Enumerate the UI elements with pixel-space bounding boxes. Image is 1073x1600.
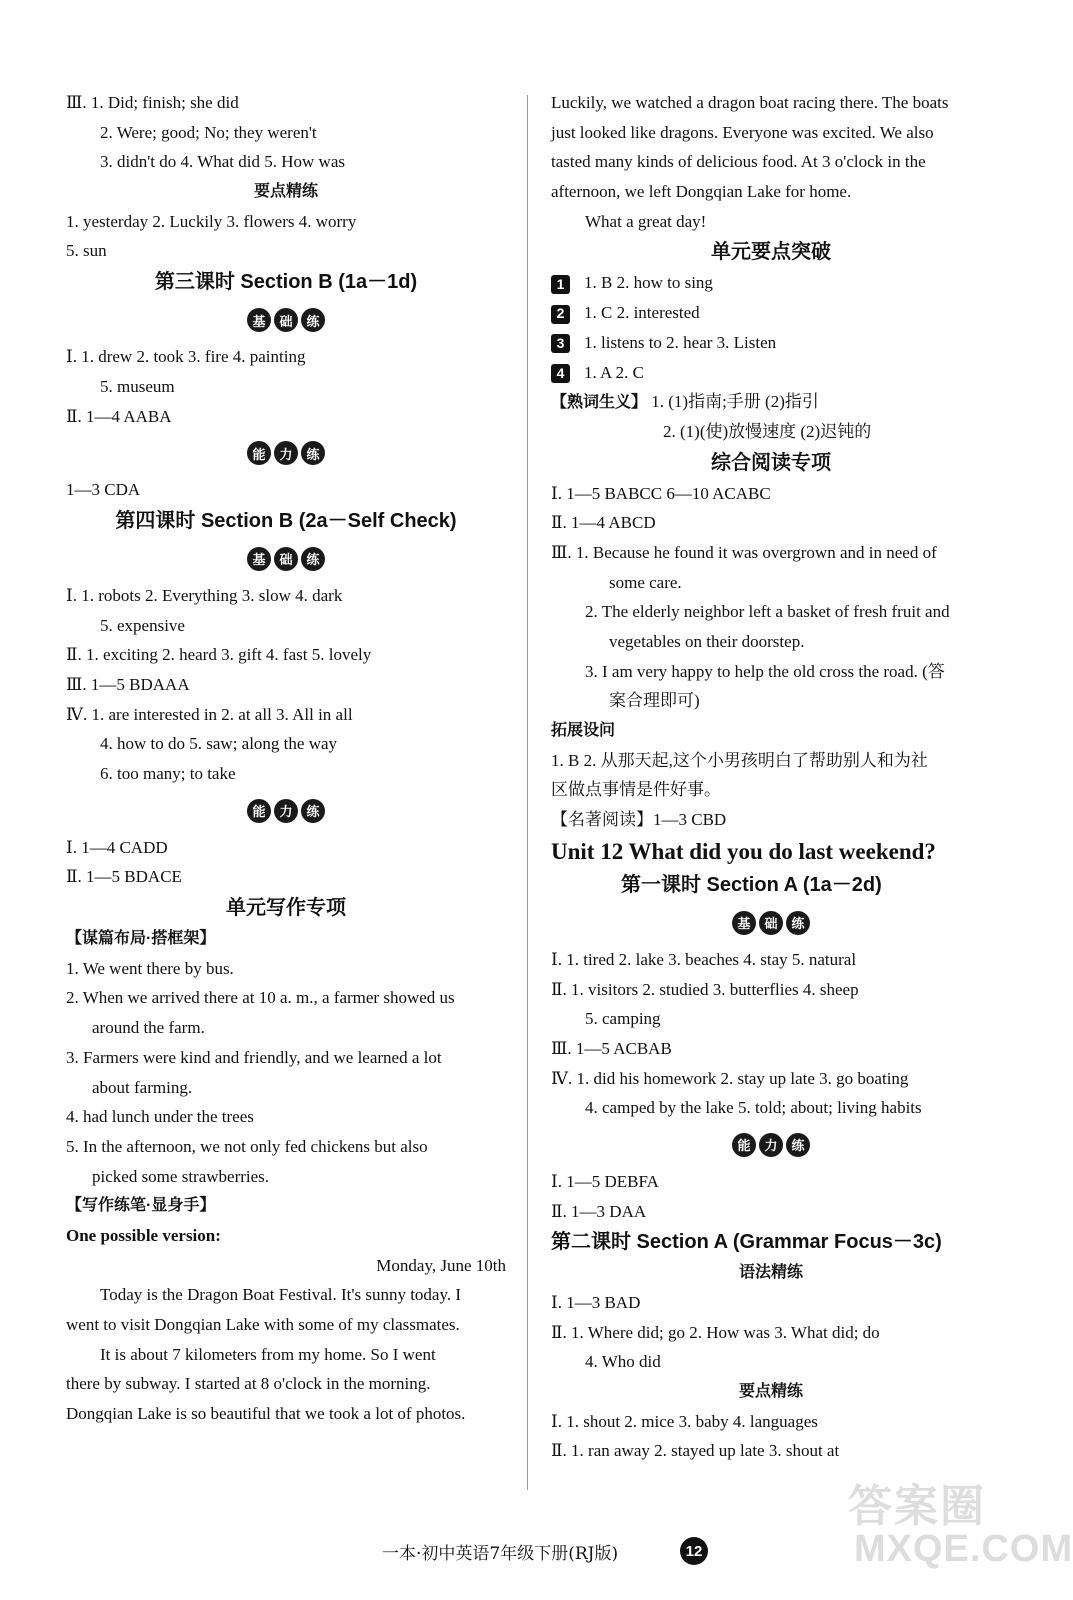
answer-line: Ⅱ. 1. exciting 2. heard 3. gift 4. fast 5. lovely — [66, 645, 372, 665]
point-number: 1 — [551, 275, 570, 294]
essay-line: went to visit Dongqian Lake with some of my classmates. — [66, 1315, 460, 1334]
left-column — [66, 88, 506, 1429]
essay-line: What a great day! — [585, 211, 707, 231]
block-label: 拓展设问 — [551, 722, 616, 740]
answer-line: Ⅰ. 1—4 CADD — [66, 837, 168, 857]
letter-date: Monday, June 10th — [376, 1255, 506, 1275]
answer-line: 4. Who did — [585, 1352, 661, 1372]
basic-practice-badge — [66, 537, 506, 581]
badge-char: 练 — [301, 799, 325, 823]
watermark — [840, 1470, 1073, 1580]
answer-line: Ⅳ. 1. did his homework 2. stay up late 3. go boating — [551, 1068, 909, 1088]
badge-char: 础 — [274, 547, 298, 571]
answer-line: Ⅰ. 1. robots 2. Everything 3. slow 4. dark — [66, 585, 343, 605]
badge-char: 能 — [247, 441, 271, 465]
point-number: 3 — [551, 334, 570, 353]
lesson-heading: 第三课时 Section B (1a－1d) — [154, 271, 418, 294]
answer-line: Ⅲ. 1—5 ACBAB — [551, 1038, 672, 1058]
answer-line: 4. how to do 5. saw; along the way — [100, 734, 338, 754]
badge-char: 础 — [274, 308, 298, 332]
answer-line: 1. We went there by bus. — [66, 958, 234, 978]
badge-char: 力 — [274, 441, 298, 465]
point-answer: 1. listens to 2. hear 3. Listen — [584, 332, 777, 352]
answer-line: 1. B 2. 从那天起,这个小男孩明白了帮助别人和为社 — [551, 750, 928, 770]
answer-line: Ⅲ. 1. Because he found it was overgrown and in need of — [551, 542, 937, 562]
answer-line: Ⅰ. 1—3 BAD — [551, 1293, 641, 1312]
essay-line: tasted many kinds of delicious food. At 3 o'clock in the — [551, 152, 926, 172]
answer-line: 案合理即可) — [609, 691, 700, 711]
answer-line: Ⅱ. 1—4 ABCD — [551, 513, 656, 533]
answer-line: 2. The elderly neighbor left a basket of fresh fruit and — [585, 602, 950, 622]
answer-line: 2. When we arrived there at 10 a. m., a farmer showed us — [66, 988, 455, 1008]
watermark-url: MXQE.COM — [854, 1528, 1073, 1570]
essay-line: just looked like dragons. Everyone was excited. We also — [551, 122, 934, 142]
ability-practice-badge — [551, 1123, 991, 1167]
answer-line: Ⅰ. 1—5 BABCC 6—10 ACABC — [551, 483, 771, 503]
block-label: 【熟词生义】 — [551, 394, 648, 412]
answer-line: Ⅳ. 1. are interested in 2. at all 3. All in all — [66, 704, 353, 724]
badge-char: 能 — [247, 799, 271, 823]
version-label: One possible version: — [66, 1225, 221, 1245]
familiar-word-line — [551, 387, 991, 417]
key-point-line — [551, 328, 991, 358]
column-divider — [527, 95, 528, 1490]
answer-line: 区做点事情是件好事。 — [551, 780, 721, 800]
answer-line: 2. Were; good; No; they weren't — [100, 122, 317, 142]
answer-line: Ⅱ. 1—3 DAA — [551, 1201, 647, 1221]
badge-char: 基 — [732, 911, 756, 935]
answer-line: 5. In the afternoon, we not only fed chickens but also — [66, 1136, 428, 1156]
badge-char: 力 — [274, 799, 298, 823]
badge-char: 础 — [759, 911, 783, 935]
answer-line: 3. I am very happy to help the old cross the road. (答 — [585, 661, 945, 681]
subheading: 要点精练 — [738, 1383, 803, 1401]
answer-line: Ⅱ. 1. visitors 2. studied 3. butterflies 4. sheep — [551, 979, 859, 999]
point-answer: 1. A 2. C — [584, 362, 644, 382]
unit-title: Unit 12 What did you do last weekend? — [551, 838, 936, 864]
answer-line: 3. didn't do 4. What did 5. How was — [100, 152, 345, 172]
essay-line: It is about 7 kilometers from my home. So I went — [100, 1344, 436, 1364]
subheading: 语法精练 — [738, 1264, 803, 1282]
essay-line: there by subway. I started at 8 o'clock in the morning. — [66, 1374, 431, 1394]
badge-char: 练 — [301, 547, 325, 571]
badge-char: 力 — [759, 1133, 783, 1157]
point-answer: 1. C 2. interested — [584, 303, 700, 323]
badge-char: 练 — [786, 1133, 810, 1157]
answer-line: about farming. — [92, 1077, 193, 1097]
badge-char: 能 — [732, 1133, 756, 1157]
answer-line: 1. yesterday 2. Luckily 3. flowers 4. worry — [66, 211, 357, 231]
ability-practice-badge — [66, 789, 506, 833]
key-point-line — [551, 298, 991, 328]
answer-line: 1—3 CDA — [66, 480, 141, 500]
essay-line: Dongqian Lake is so beautiful that we took a lot of photos. — [66, 1404, 466, 1424]
watermark-logo-text: 答案圈 — [848, 1482, 986, 1531]
answer-line: 4. had lunch under the trees — [66, 1107, 254, 1127]
section-heading: 单元写作专项 — [226, 897, 346, 920]
badge-char: 练 — [301, 441, 325, 465]
basic-practice-badge — [551, 901, 991, 945]
basic-practice-badge — [66, 298, 506, 342]
badge-char: 练 — [301, 308, 325, 332]
answer-line: around the farm. — [92, 1018, 205, 1038]
lesson-heading: 第四课时 Section B (2a－Self Check) — [115, 509, 457, 532]
answer-line: picked some strawberries. — [92, 1166, 270, 1186]
badge-char: 基 — [247, 547, 271, 571]
answer-line: 5. expensive — [100, 615, 185, 635]
answer-line: Ⅲ. 1—5 BDAAA — [66, 674, 190, 694]
answer-line: 3. Farmers were kind and friendly, and we learned a lot — [66, 1047, 442, 1067]
answer-line: Ⅱ. 1. Where did; go 2. How was 3. What did; do — [551, 1322, 880, 1342]
answer-line: Ⅱ. 1—5 BDACE — [66, 867, 182, 887]
answer-line: Ⅰ. 1. shout 2. mice 3. baby 4. languages — [551, 1411, 818, 1431]
point-number: 4 — [551, 364, 570, 383]
badge-char: 基 — [247, 308, 271, 332]
essay-line: Today is the Dragon Boat Festival. It's sunny today. I — [100, 1285, 462, 1305]
familiar-word-answer: 1. (1)指南;手册 (2)指引 — [651, 392, 819, 412]
point-number: 2 — [551, 305, 570, 324]
badge-char: 练 — [786, 911, 810, 935]
answer-line: 4. camped by the lake 5. told; about; living habits — [585, 1098, 922, 1118]
right-column — [551, 88, 991, 1466]
answer-line: Ⅱ. 1—4 AABA — [66, 406, 172, 426]
block-label: 【谋篇布局·搭框架】 — [66, 930, 216, 948]
essay-line: Luckily, we watched a dragon boat racing there. The boats — [551, 93, 949, 112]
section-heading: 综合阅读专项 — [711, 451, 831, 474]
answer-line: Ⅱ. 1. ran away 2. stayed up late 3. shout at — [551, 1441, 840, 1461]
answer-line: Ⅰ. 1. drew 2. took 3. fire 4. painting — [66, 347, 306, 367]
answer-line: 5. sun — [66, 241, 107, 261]
page-number: 12 — [680, 1537, 708, 1565]
familiar-word-answer: 2. (1)(使)放慢速度 (2)迟钝的 — [663, 421, 872, 441]
answer-line: vegetables on their doorstep. — [609, 632, 805, 651]
answer-line: Ⅰ. 1—5 DEBFA — [551, 1171, 659, 1191]
key-point-line — [551, 268, 991, 298]
answer-line: some care. — [609, 572, 682, 592]
book-title: 一本·初中英语7年级下册(RJ版) — [382, 1544, 619, 1564]
answer-line: 5. museum — [100, 376, 175, 396]
block-label: 【写作练笔·显身手】 — [66, 1197, 216, 1215]
lesson-heading: 第二课时 Section A (Grammar Focus－3c) — [551, 1231, 942, 1254]
answer-line: Ⅰ. 1. tired 2. lake 3. beaches 4. stay 5. natural — [551, 949, 857, 969]
answer-line: 【名著阅读】1—3 CBD — [551, 810, 727, 830]
essay-line: afternoon, we left Dongqian Lake for home. — [551, 182, 852, 202]
subheading: 要点精练 — [253, 183, 318, 201]
lesson-heading: 第一课时 Section A (1a－2d) — [621, 873, 882, 896]
key-point-line — [551, 358, 991, 388]
answer-line: 5. camping — [585, 1009, 661, 1029]
ability-practice-badge — [66, 431, 506, 475]
answer-line: Ⅲ. 1. Did; finish; she did — [66, 93, 239, 112]
point-answer: 1. B 2. how to sing — [584, 273, 713, 293]
section-heading: 单元要点突破 — [711, 241, 831, 264]
answer-line: 6. too many; to take — [100, 764, 236, 783]
